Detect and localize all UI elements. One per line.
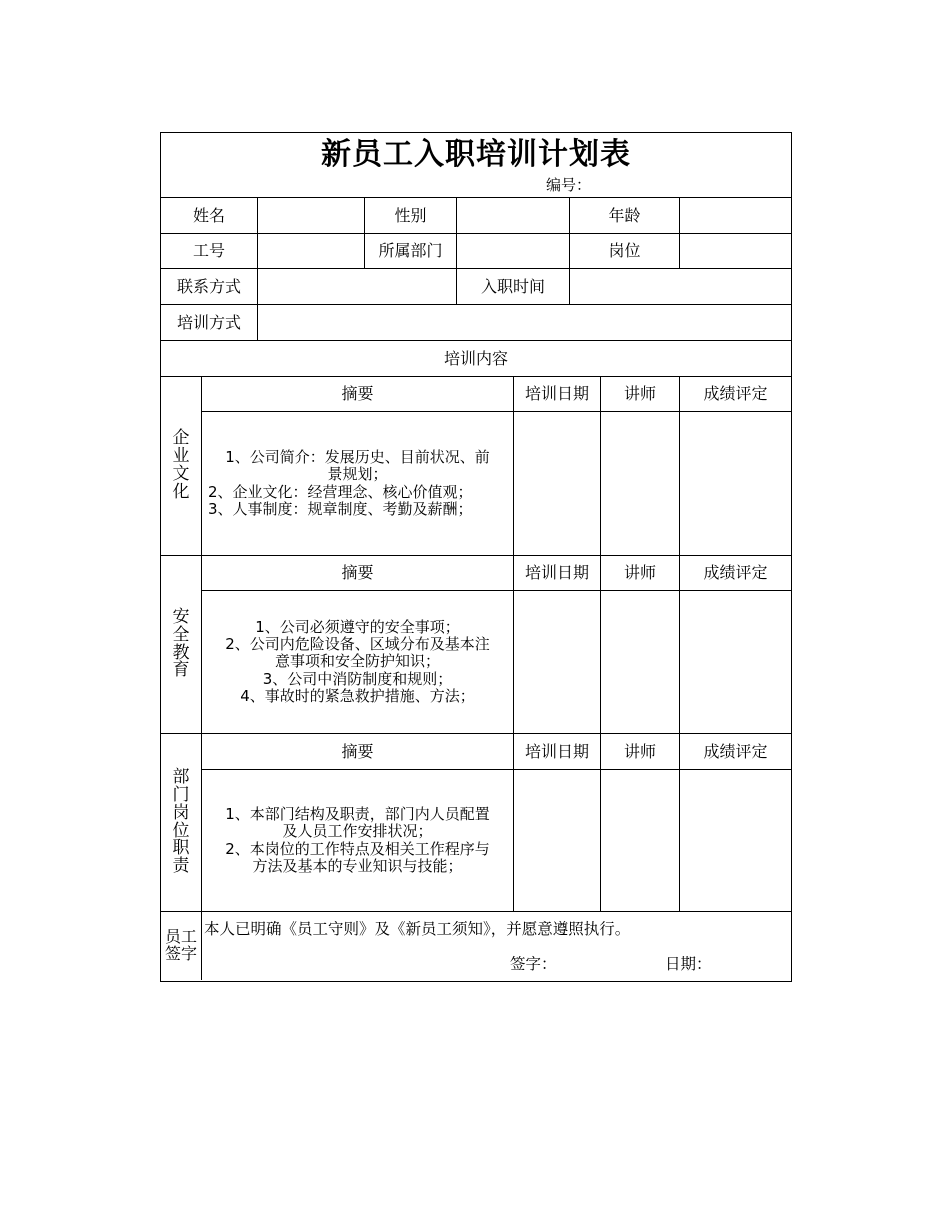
sign-label: 签字：	[510, 955, 557, 973]
lecturer-header: 讲师	[600, 376, 679, 411]
summary-header: 摘要	[201, 555, 513, 590]
lecturer-cell[interactable]	[600, 590, 679, 733]
position-label: 岗位	[569, 233, 679, 268]
summary-header: 摘要	[201, 733, 513, 769]
employee-id-value[interactable]	[257, 233, 364, 268]
commitment-statement: 本人已明确《员工守则》及《新员工须知》，并愿意遵照执行。	[204, 920, 631, 938]
section-content: 1、公司简介：发展历史、目前状况、前 景规划； 2、企业文化：经营理念、核心价值观； 3、人事制度：规章制度、考勤及薪酬；	[201, 411, 513, 555]
join-date-label: 入职时间	[456, 268, 569, 304]
date-cell[interactable]	[513, 769, 600, 911]
employee-signature-label: 员工 签字	[161, 911, 201, 980]
gender-label: 性别	[364, 197, 456, 233]
lecturer-header: 讲师	[600, 555, 679, 590]
grade-cell[interactable]	[679, 769, 791, 911]
gender-value[interactable]	[456, 197, 569, 233]
contact-label: 联系方式	[161, 268, 257, 304]
summary-header: 摘要	[201, 376, 513, 411]
training-method-value[interactable]	[257, 304, 791, 340]
section-label-department-duties: 部 门 岗 位 职 责	[161, 733, 201, 911]
date-cell[interactable]	[513, 590, 600, 733]
grade-cell[interactable]	[679, 590, 791, 733]
section-label-safety-education: 安 全 教 育	[161, 555, 201, 733]
position-value[interactable]	[679, 233, 791, 268]
grade-header: 成绩评定	[679, 376, 791, 411]
form-title: 新员工入职培训计划表	[321, 136, 631, 172]
number-label: 编号：	[546, 175, 592, 194]
date-header: 培训日期	[513, 376, 600, 411]
section-label-corporate-culture: 企 业 文 化	[161, 376, 201, 555]
training-content-header: 培训内容	[161, 340, 791, 376]
lecturer-cell[interactable]	[600, 769, 679, 911]
signature-area[interactable]	[201, 911, 791, 980]
date-label: 日期：	[665, 955, 712, 973]
age-label: 年龄	[569, 197, 679, 233]
employee-id-label: 工号	[161, 233, 257, 268]
grade-header: 成绩评定	[679, 733, 791, 769]
section-content: 1、本部门结构及职责，部门内人员配置 及人员工作安排状况； 2、本岗位的工作特点及相关工作程序与 方法及基本的专业知识与技能；	[201, 769, 513, 911]
lecturer-cell[interactable]	[600, 411, 679, 555]
training-plan-form	[160, 132, 792, 982]
age-value[interactable]	[679, 197, 791, 233]
lecturer-header: 讲师	[600, 733, 679, 769]
contact-value[interactable]	[257, 268, 456, 304]
name-label: 姓名	[161, 197, 257, 233]
join-date-value[interactable]	[569, 268, 791, 304]
date-header: 培训日期	[513, 733, 600, 769]
grade-cell[interactable]	[679, 411, 791, 555]
name-value[interactable]	[257, 197, 364, 233]
department-value[interactable]	[456, 233, 569, 268]
training-method-label: 培训方式	[161, 304, 257, 340]
date-cell[interactable]	[513, 411, 600, 555]
grade-header: 成绩评定	[679, 555, 791, 590]
section-content: 1、公司必须遵守的安全事项； 2、公司内危险设备、区域分布及基本注 意事项和安全防护知识； 3、公司中消防制度和规则； 4、事故时的紧急救护措施、方法；	[201, 590, 513, 733]
date-header: 培训日期	[513, 555, 600, 590]
department-label: 所属部门	[364, 233, 456, 268]
